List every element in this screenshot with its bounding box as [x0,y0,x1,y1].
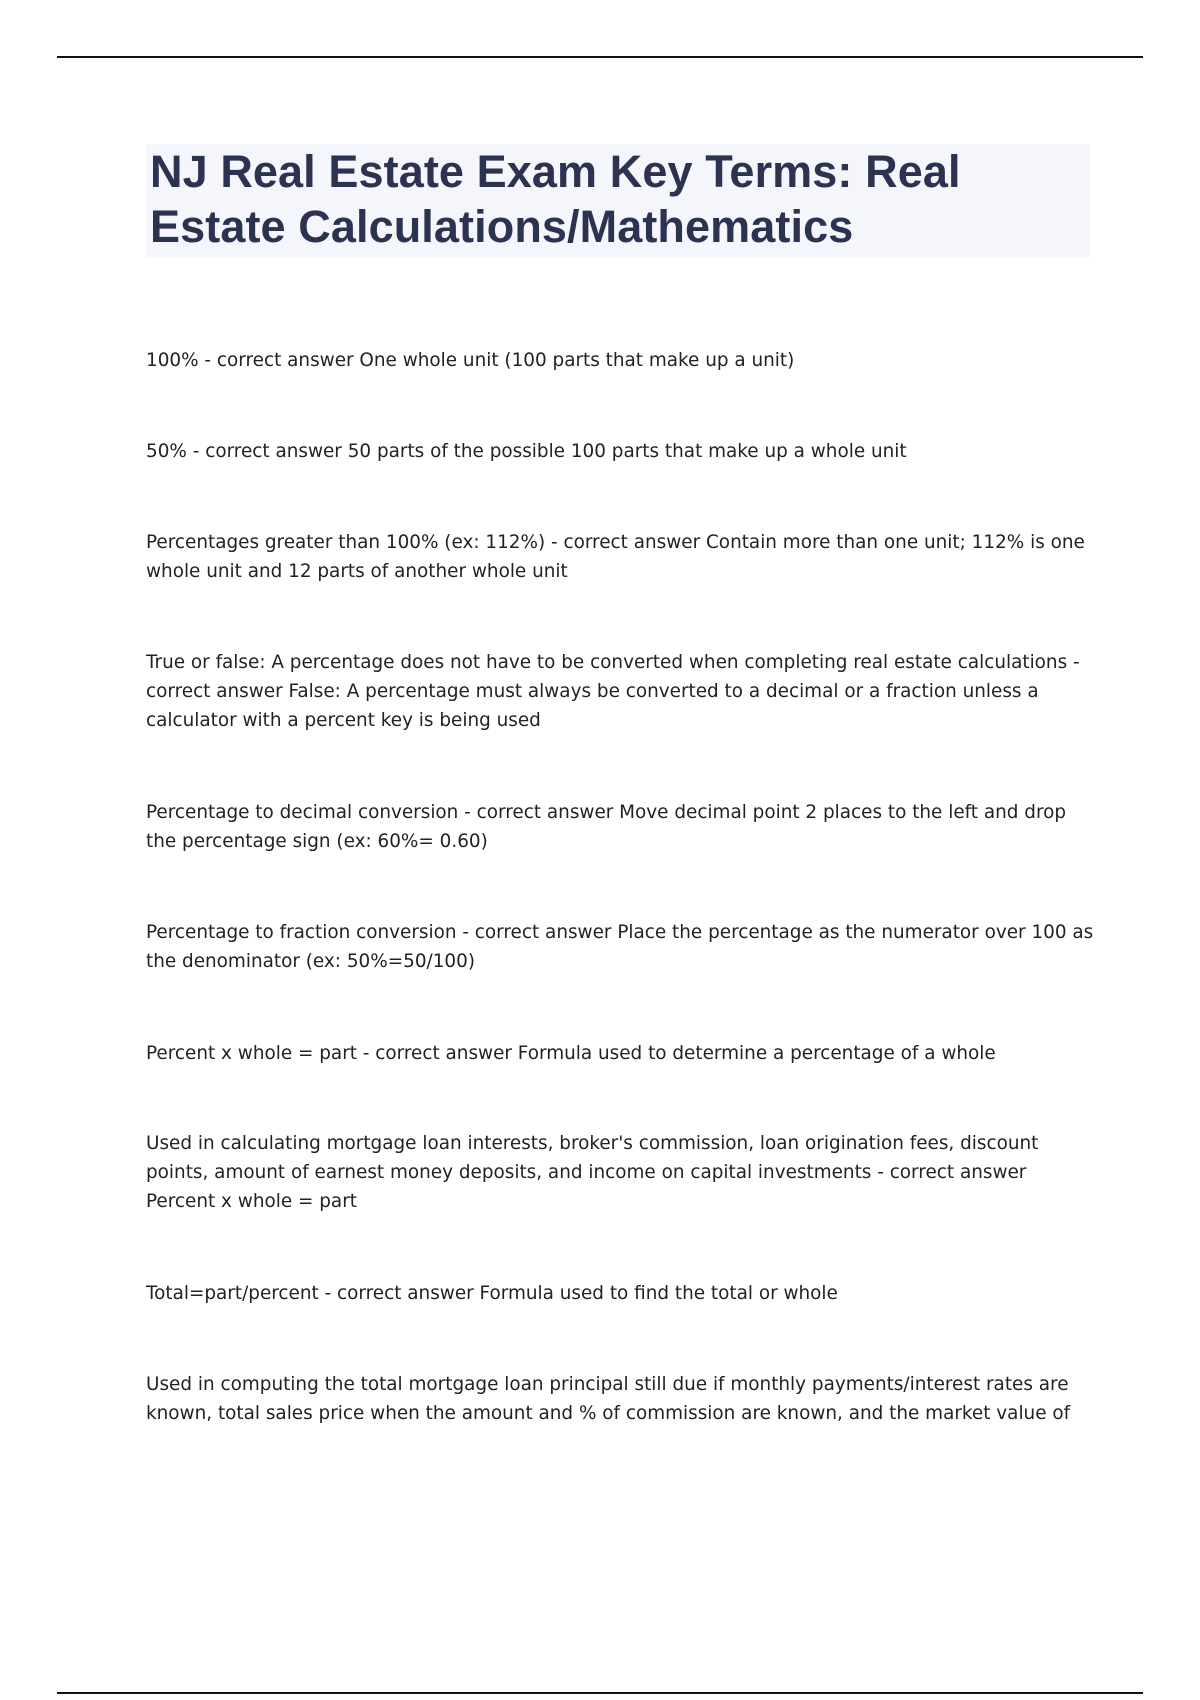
term-entry: Percentage to decimal conversion - correct answer Move decimal point 2 places to the left and drop the percentage sign (ex: 60%= 0.60) [146,802,1067,852]
title-block [146,144,1090,257]
page-title: NJ Real Estate Exam Key Terms: Real Estate Calculations/Mathematics [150,146,961,252]
term-entry: True or false: A percentage does not have to be converted when completing real estate calculations - correct answer False: A percentage must always be converted to a decimal or a fraction unless a calculator with a percent key is being used [146,652,1080,731]
bottom-rule [57,1692,1143,1694]
term-entry: Total=part/percent - correct answer Formula used to find the total or whole [146,1283,838,1304]
term-entry: Used in calculating mortgage loan interests, broker's commission, loan origination fees, discount points, amount of earnest money deposits, and income on capital investments - correct answer Percent x whole = part [146,1133,1039,1212]
term-entry: Used in computing the total mortgage loan principal still due if monthly payments/interest rates are known, total sales price when the amount and % of commission are known, and the market value of [146,1374,1071,1424]
term-entry: 50% - correct answer 50 parts of the possible 100 parts that make up a whole unit [146,441,907,462]
term-entry: Percentage to fraction conversion - correct answer Place the percentage as the numerator over 100 as the denominator (ex: 50%=50/100) [146,922,1094,972]
term-entry: 100% - correct answer One whole unit (100 parts that make up a unit) [146,350,795,371]
top-rule [57,56,1143,58]
term-entry: Percentages greater than 100% (ex: 112%) - correct answer Contain more than one unit; 112% is one whole unit and 12 parts of another whole unit [146,532,1085,582]
term-entry: Percent x whole = part - correct answer Formula used to determine a percentage of a whole [146,1043,996,1064]
